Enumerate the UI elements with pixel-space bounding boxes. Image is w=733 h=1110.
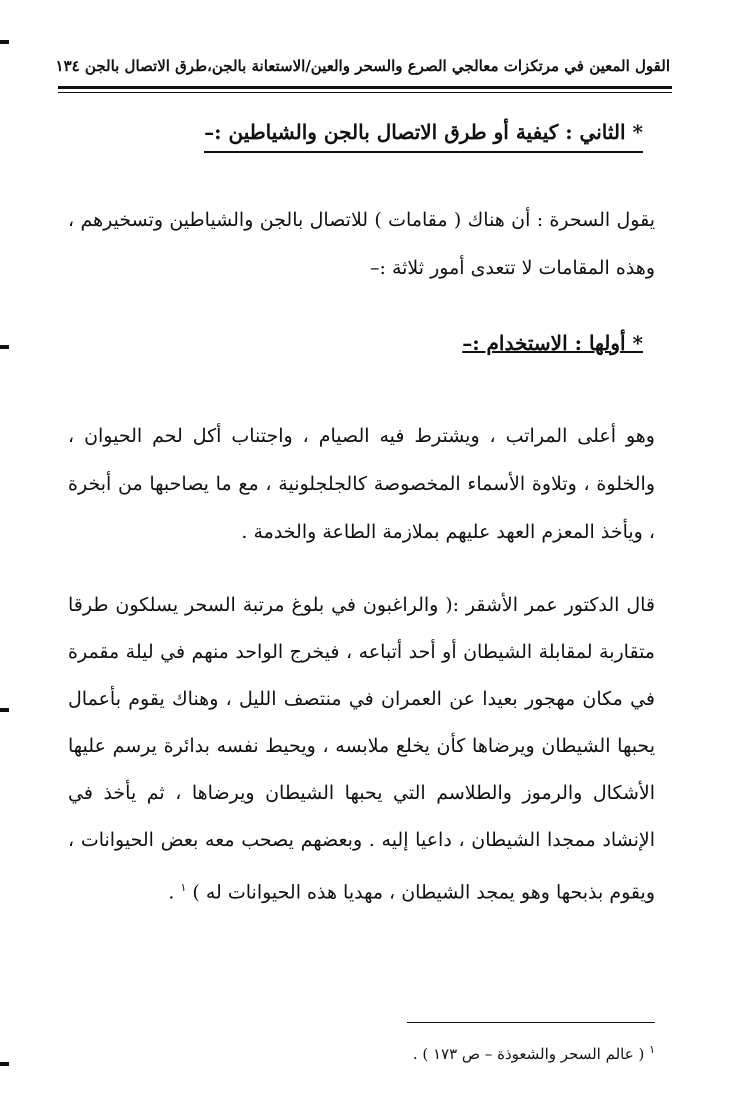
intro-paragraph: يقول السحرة : أن هناك ( مقامات ) للاتصال بالجن والشياطين وتسخيرهم ، وهذه المقامات لا تتعدى أمور ثلاثة :– <box>68 209 655 279</box>
header-rule-thin <box>58 92 672 93</box>
quote-end-mark: . <box>168 881 181 904</box>
page-number: ١٣٤ <box>55 57 80 75</box>
footnote-marker: ١ <box>649 1043 655 1056</box>
first-item-paragraph: وهو أعلى المراتب ، ويشترط فيه الصيام ، واجتناب أكل لحم الحيوان ، والخلوة ، وتلاوة الأسماء المخصوصة كالجلجلونية ، مع ما يصاحبها من أبخرة ، ويأخذ المعزم العهد عليهم بملازمة الطاعة والخدمة . <box>68 425 655 543</box>
header-rule-thick <box>58 86 672 89</box>
scan-edge-mark <box>0 708 9 712</box>
footnote-text: ( عالم السحر والشعوذة – ص ١٧٣ ) . <box>412 1045 645 1063</box>
footnote-separator <box>407 1022 655 1023</box>
footnote <box>413 1036 655 1068</box>
running-header <box>55 52 670 80</box>
scan-edge-mark <box>0 1062 9 1066</box>
quote-paragraph <box>68 582 655 916</box>
section-heading: * الثاني : كيفية أو طرق الاتصال بالجن والشياطين :– <box>204 115 643 153</box>
scan-edge-mark <box>0 345 9 349</box>
scan-edge-mark <box>0 40 9 44</box>
quote-text: قال الدكتور عمر الأشقر :( والراغبون في بلوغ مرتبة السحر يسلكون طرقا متقاربة لمقابلة الشيطان أو أحد أتباعه ، فيخرج الواحد منهم في ليلة مقمرة في مكان مهجور بعيدا عن العمران في منتصف الليل ، وهناك يقوم بأعمال يحبها الشيطان ويرضاها كأن يخلع ملابسه ، ويحيط نفسه بدائرة يرسم عليها الأشكال والرموز والطلاسم التي يحبها الشيطان ويرضاها ، ثم يأخذ في الإنشاد ممجدا الشيطان ، داعيا إليه . وبعضهم يصحب معه بعض الحيوانات ، ويقوم بذبحها وهو يمجد الشيطان ، مهديا هذه الحيوانات له ) <box>68 594 655 904</box>
first-item-heading: * أولها : الاستخدام :– <box>462 331 643 355</box>
footnote-reference[interactable]: ١ <box>180 881 187 894</box>
running-header-title: القول المعين في مرتكزات معالجي الصرع والسحر والعين/الاستعانة بالجن،طرق الاتصال بالجن <box>84 57 670 75</box>
